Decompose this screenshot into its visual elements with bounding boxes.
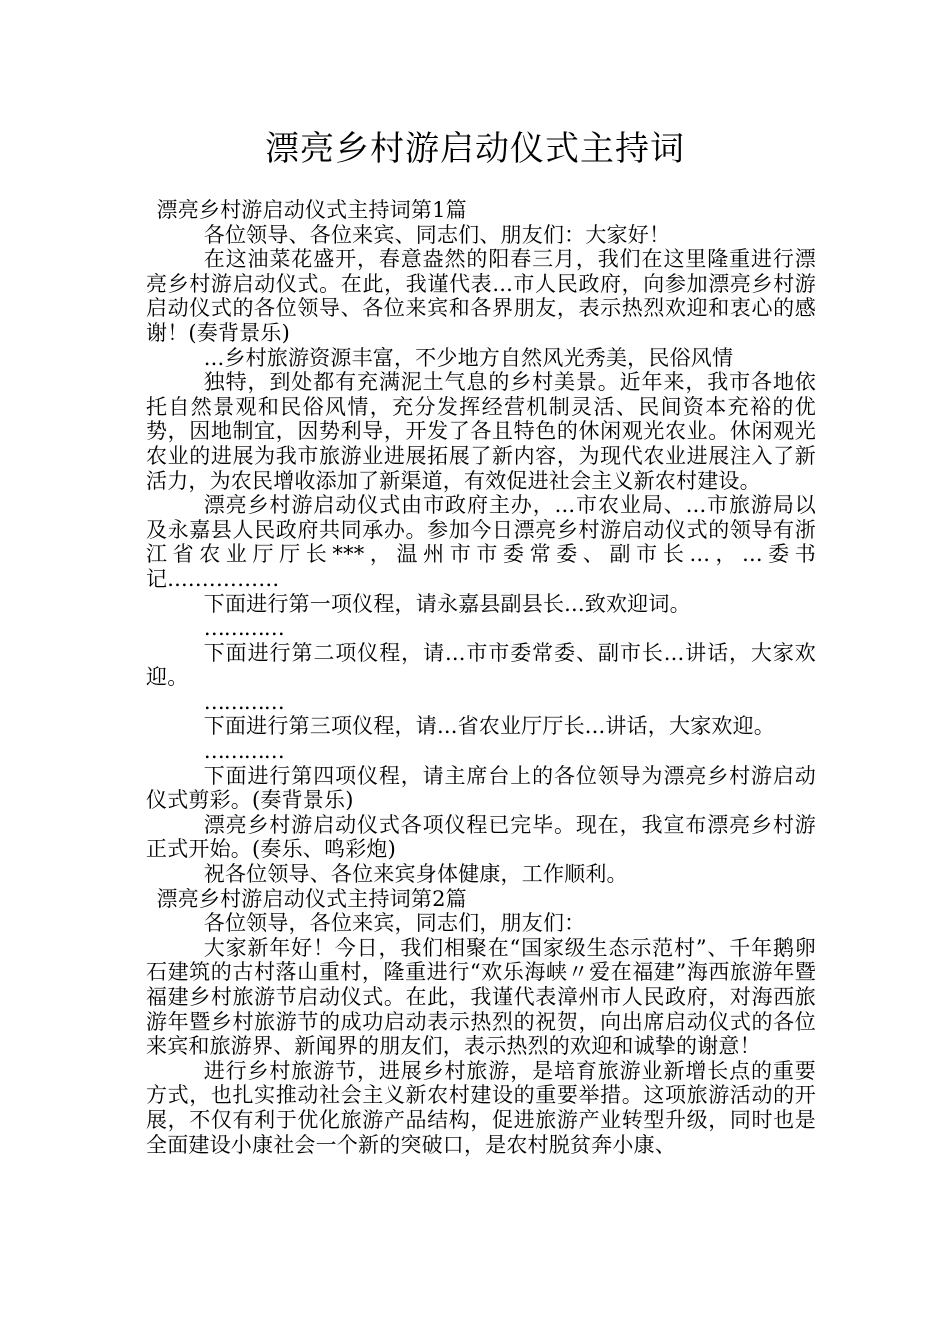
ellipsis-line: ………… <box>203 616 284 641</box>
paragraph: 各位领导、各位来宾、同志们、朋友们：大家好！ <box>203 222 671 247</box>
paragraph: 漂亮乡村游启动仪式各项仪程已完毕。现在，我宣布漂亮乡村游正式开始。(奏乐、鸣彩炮) <box>146 812 816 862</box>
paragraph: 下面进行第三项仪程，请...省农业厅厅长...讲话，大家欢迎。 <box>203 714 775 739</box>
paragraph: 独特，到处都有充满泥土气息的乡村美景。近年来，我市各地依托自然景观和民俗风情，充分发挥经营机制灵活、民间资本充裕的优势，因地制宜，因势利导，开发了各且特色的休闲观光农业。休闲观光农业的进展为我市旅游业进展拓展了新内容，为现代农业进展注入了新活力，为农民增收添加了新渠道，有效促进社会主义新农村建设。 <box>146 370 816 493</box>
ellipsis-line: ………… <box>203 739 284 764</box>
section-heading: 漂亮乡村游启动仪式主持词第2篇 <box>156 886 467 911</box>
paragraph: 大家新年好！今日，我们相聚在“国家级生态示范村”、千年鹅卵石建筑的古村落山重村，隆重进行“欢乐海峡〃爱在福建”海西旅游年暨福建乡村旅游节启动仪式。在此，我谨代表漳州市人民政府，对海西旅游年暨乡村旅游节的成功启动表示热烈的祝贺，向出席启动仪式的各位来宾和旅游界、新闻界的朋友们，表示热烈的欢迎和诚挚的谢意！ <box>146 935 816 1059</box>
paragraph: 祝各位领导、各位来宾身体健康，工作顺利。 <box>203 862 628 887</box>
paragraph: 下面进行第一项仪程，请永嘉县副县长...致欢迎词。 <box>203 591 691 616</box>
ellipsis-line: ………… <box>203 689 284 714</box>
paragraph: 各位领导，各位来宾，同志们，朋友们： <box>203 911 586 936</box>
paragraph: 在这油菜花盛开，春意盎然的阳春三月，我们在这里隆重进行漂亮乡村游启动仪式。在此，我谨代表...市人民政府，向参加漂亮乡村游启动仪式的各位领导、各位来宾和各界朋友，表示热烈欢迎和衷心的感谢！(奏背景乐) <box>146 247 816 345</box>
section-heading: 漂亮乡村游启动仪式主持词第1篇 <box>156 198 467 222</box>
paragraph: 漂亮乡村游启动仪式由市政府主办，...市农业局、...市旅游局以及永嘉县人民政府共同承办。参加今日漂亮乡村游启动仪式的领导有浙江省农业厅厅长***，温州市市委常委、副市长...，...委书记....………… <box>146 493 816 591</box>
paragraph: ...乡村旅游资源丰富，不少地方自然风光秀美，民俗风情 <box>203 345 734 370</box>
document-title: 漂亮乡村游启动仪式主持词 <box>265 129 685 169</box>
paragraph: 下面进行第二项仪程，请...市市委常委、副市长...讲话，大家欢迎。 <box>146 640 816 690</box>
paragraph: 下面进行第四项仪程，请主席台上的各位领导为漂亮乡村游启动仪式剪彩。(奏背景乐) <box>146 763 816 813</box>
paragraph: 进行乡村旅游节，进展乡村旅游，是培育旅游业新增长点的重要方式，也扎实推动社会主义新农村建设的重要举措。这项旅游活动的开展，不仅有利于优化旅游产品结构，促进旅游产业转型升级，同时也是全面建设小康社会一个新的突破口，是农村脱贫奔小康、 <box>146 1058 816 1157</box>
document-body <box>146 198 816 1157</box>
